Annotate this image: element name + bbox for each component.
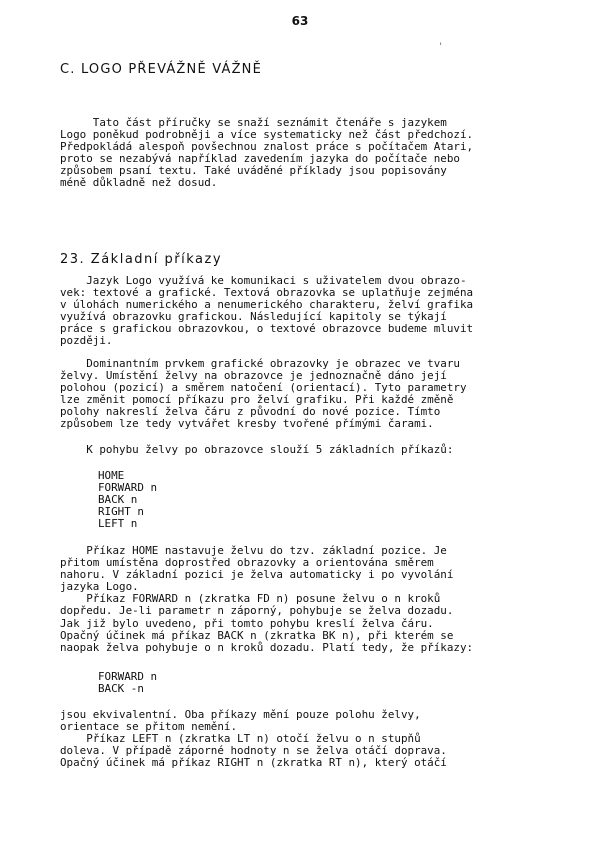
page-number: 63 (291, 14, 309, 28)
stray-mark: ' (438, 42, 444, 52)
command-list: HOME FORWARD n BACK n RIGHT n LEFT n (98, 469, 158, 531)
chapter-intro-paragraph: Tato část příručky se snaží seznámit čtenáře s jazykem Logo poněkud podrobněji a více systematicky než část předchozí. Předpokládá alespoň povšechnou znalost práce s počítačem Atari, proto se nezabývá například zavedením jazyka do počítače nebo způsobem psaní textu. Také uváděné příklady jsou popisovány méně důkladně než dosud. (60, 116, 474, 190)
paragraph-left-right: jsou ekvivalentní. Oba příkazy mění pouze polohu želvy, orientace se přitom nemění. Příkaz LEFT n (zkratka LT n) otočí želvu o n stupňů doleva. V případě záporné hodnoty n se želva otáčí doprava. Opačný účinek má příkaz RIGHT n (zkratka RT n), který otáčí (60, 708, 447, 770)
chapter-heading: C. LOGO PŘEVÁŽNĚ VÁŽNĚ (60, 62, 263, 77)
paragraph-screens: Jazyk Logo využívá ke komunikaci s uživatelem dvou obrazo- vek: textové a grafické. Textová obrazovka se uplatňuje zejména v úlohách numerického a nenumerického charakteru, želví grafika využívá obrazovku grafickou. Následující kapitoly se týkají práce s grafickou obrazovkou, o textové obrazovce budeme mluvit později. (60, 274, 474, 348)
paragraph-commands-intro: K pohybu želvy po obrazovce slouží 5 základních příkazů: (60, 443, 454, 456)
equivalent-commands: FORWARD n BACK -n (98, 670, 158, 696)
section-heading: 23. Základní příkazy (60, 252, 223, 267)
paragraph-home-forward: Příkaz HOME nastavuje želvu do tzv. základní pozice. Je přitom umístěna doprostřed obrazovky a orientována směrem nahoru. V základní pozici je želva automaticky i po vyvolání jazyka Logo. Příkaz FORWARD n (zkratka FD n) posune želvu o n kroků dopředu. Je-li parametr n záporný, pohybuje se želva dozadu. Jak již bylo uvedeno, při tomto pohybu kreslí želva čáru. Opačný účinek má příkaz BACK n (zkratka BK n), při kterém se naopak želva pohybuje o n kroků dozadu. Platí tedy, že příkazy: (60, 544, 474, 654)
paragraph-turtle: Dominantním prvkem grafické obrazovky je obrazec ve tvaru želvy. Umístění želvy na obrazovce je jednoznačně dáno její polohou (pozicí) a směrem natočení (orientací). Tyto parametry lze změnit pomocí příkazu pro želví grafiku. Při každé změně polohy nakreslí želva čáru z původní do nové pozice. Tímto způsobem lze tedy vytvářet kresby tvořené přímými čarami. (60, 357, 467, 431)
